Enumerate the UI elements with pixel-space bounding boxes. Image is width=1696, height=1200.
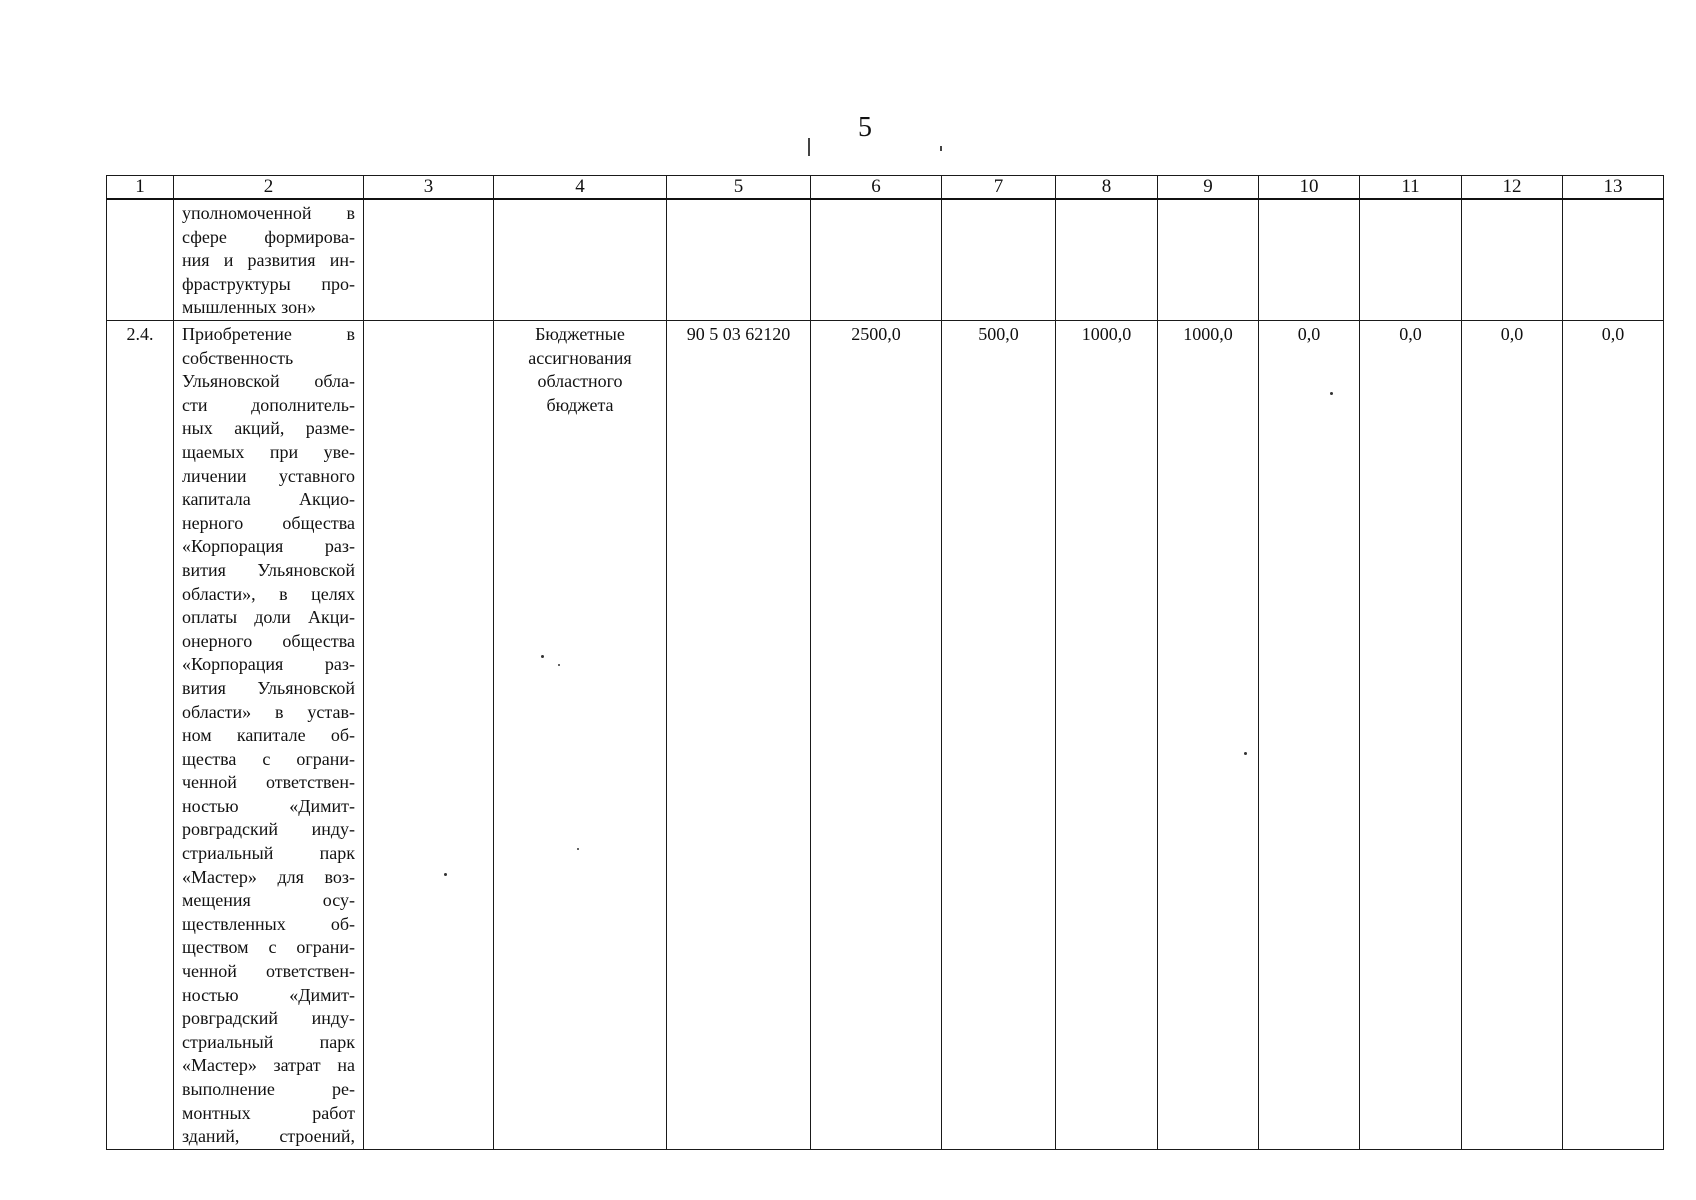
desc-line: фраструктуры про- xyxy=(182,273,355,294)
desc-line: собственность xyxy=(182,347,294,368)
cell-year-value: 1000,0 xyxy=(1056,321,1158,1150)
desc-line: ных акций, разме- xyxy=(182,418,355,439)
desc-line: Приобретение в xyxy=(182,324,355,344)
cell-year-value: 1000,0 xyxy=(1158,321,1259,1150)
desc-line: сти дополнитель- xyxy=(182,394,355,415)
cell-empty xyxy=(1259,199,1360,321)
table-row-continuation xyxy=(107,199,1664,321)
cell-empty xyxy=(1056,199,1158,321)
desc-line: ровградский инду- xyxy=(182,1008,355,1029)
scan-mark xyxy=(940,146,942,151)
table-row-2-4 xyxy=(107,321,1664,1150)
col-header: 12 xyxy=(1462,176,1563,200)
desc-line: «Мастер» затрат на xyxy=(182,1055,355,1076)
cell-total: 2500,0 xyxy=(811,321,942,1150)
col-header: 8 xyxy=(1056,176,1158,200)
desc-line: выполнение ре- xyxy=(182,1079,355,1099)
desc-line: ния и развития ин- xyxy=(182,250,355,271)
desc-line: щаемых при уве- xyxy=(182,441,355,462)
cell-empty xyxy=(1360,199,1462,321)
desc-line: ностью «Димит- xyxy=(182,984,355,1005)
cell-empty xyxy=(942,199,1056,321)
cell-year-value: 0,0 xyxy=(1360,321,1462,1150)
cell-number xyxy=(107,199,174,321)
cell-year-value: 500,0 xyxy=(942,321,1056,1150)
desc-line: капитала Акцио- xyxy=(182,489,355,510)
desc-line: ровградский инду- xyxy=(182,819,355,840)
desc-line: области», в целях xyxy=(182,583,355,604)
col-header: 11 xyxy=(1360,176,1462,200)
desc-line: ностью «Димит- xyxy=(182,795,355,816)
desc-line: ном капитале об- xyxy=(182,725,355,746)
cell-empty xyxy=(494,199,667,321)
cell-description xyxy=(174,321,364,1150)
desc-line: личении уставного xyxy=(182,465,355,486)
desc-line: ченной ответствен- xyxy=(182,961,355,982)
desc-line: ществом с ограни- xyxy=(182,937,355,958)
program-table xyxy=(106,175,1664,1150)
cell-year-value: 0,0 xyxy=(1563,321,1664,1150)
cell-empty xyxy=(1563,199,1664,321)
cell-empty xyxy=(364,199,494,321)
desc-line: монтных работ xyxy=(182,1102,355,1123)
desc-line: оплаты доли Акци- xyxy=(182,607,355,628)
page-number: 5 xyxy=(858,112,872,143)
source-line: ассигнования xyxy=(528,347,632,368)
desc-line: «Мастер» для воз- xyxy=(182,866,355,887)
scan-mark xyxy=(808,138,810,156)
desc-line: мышленных зон» xyxy=(182,297,316,318)
desc-line: «Корпорация раз- xyxy=(182,536,355,557)
desc-line: вития Ульяновской xyxy=(182,677,355,698)
cell-empty xyxy=(811,199,942,321)
desc-line: уполномоченной в xyxy=(182,203,355,223)
col-header: 1 xyxy=(107,176,174,200)
cell-empty xyxy=(1158,199,1259,321)
desc-line: зданий, строений, xyxy=(182,1126,355,1147)
desc-line: стриальный парк xyxy=(182,1031,355,1052)
cell-empty xyxy=(667,199,811,321)
source-line: Бюджетные xyxy=(535,324,625,344)
col-header: 4 xyxy=(494,176,667,200)
desc-line: области» в устав- xyxy=(182,701,355,722)
source-line: бюджета xyxy=(546,394,614,415)
desc-line: мещения осу- xyxy=(182,890,355,911)
desc-line: стриальный парк xyxy=(182,843,355,864)
column-number-row xyxy=(107,176,1664,200)
col-header: 5 xyxy=(667,176,811,200)
cell-empty xyxy=(1462,199,1563,321)
col-header: 10 xyxy=(1259,176,1360,200)
col-header: 6 xyxy=(811,176,942,200)
cell-funding-source xyxy=(494,321,667,1150)
desc-line: онерного общества xyxy=(182,630,355,651)
desc-line: «Корпорация раз- xyxy=(182,654,355,675)
cell-number: 2.4. xyxy=(107,321,174,1150)
desc-line: нерного общества xyxy=(182,512,355,533)
desc-line: щества с ограни- xyxy=(182,748,355,769)
col-header: 3 xyxy=(364,176,494,200)
col-header: 13 xyxy=(1563,176,1664,200)
col-header: 9 xyxy=(1158,176,1259,200)
desc-line: ществленных об- xyxy=(182,913,355,934)
desc-line: ченной ответствен- xyxy=(182,772,355,793)
cell-year-value: 0,0 xyxy=(1259,321,1360,1150)
desc-line: сфере формирова- xyxy=(182,226,355,247)
col-header: 7 xyxy=(942,176,1056,200)
cell-description xyxy=(174,199,364,321)
cell-year-value: 0,0 xyxy=(1462,321,1563,1150)
cell-responsible xyxy=(364,321,494,1150)
desc-line: вития Ульяновской xyxy=(182,559,355,580)
desc-line: Ульяновской обла- xyxy=(182,371,355,392)
col-header: 2 xyxy=(174,176,364,200)
cell-budget-code: 90 5 03 62120 xyxy=(667,321,811,1150)
source-line: областного xyxy=(537,371,623,392)
